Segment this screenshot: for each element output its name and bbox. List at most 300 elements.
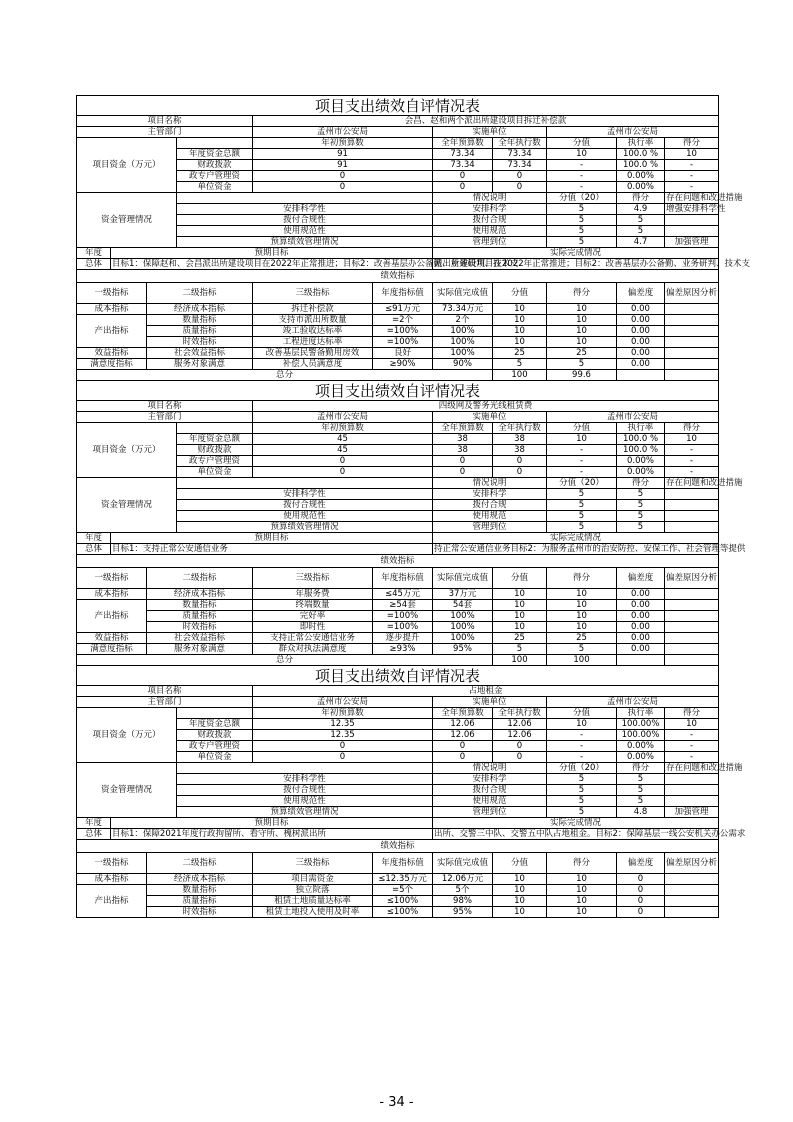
fund-value: 0.00% <box>617 741 665 752</box>
table-row <box>77 116 719 127</box>
mgmt-note <box>665 774 719 785</box>
table-cell <box>617 655 665 666</box>
perf-actual: 100% <box>433 337 493 348</box>
mgmt-got: 5 <box>617 785 665 796</box>
mgmt-desc: 拨付合规 <box>433 785 547 796</box>
table-cell <box>177 763 433 774</box>
table-cell <box>177 708 253 719</box>
fund-label: 项目资金（万元） <box>77 423 177 478</box>
fund-value: 12.06 <box>493 719 547 730</box>
perf-l1: 成本指标 <box>77 589 147 600</box>
evaluation-table-3 <box>76 666 746 918</box>
fund-value: 100.0 % <box>617 149 665 160</box>
perf-actual: 5个 <box>433 885 493 896</box>
perf-got: 10 <box>547 885 617 896</box>
fund-value: - <box>547 741 617 752</box>
fund-value: 12.06 <box>433 730 493 741</box>
perf-header: 偏差度 <box>617 283 665 304</box>
perf-dev: 0 <box>617 896 665 907</box>
perf-score: 10 <box>493 622 547 633</box>
perf-target: ≤100% <box>373 907 433 918</box>
perf-l2: 时效指标 <box>147 907 253 918</box>
goal-actual-label: 实际完成情况 <box>433 248 719 259</box>
perf-dev: 0.00 <box>617 348 665 359</box>
perf-header: 偏差原因分析 <box>665 568 719 589</box>
table-row <box>77 708 719 719</box>
fund-value: 45 <box>253 434 433 445</box>
perf-actual: 100% <box>433 611 493 622</box>
table-row <box>77 853 719 874</box>
mgmt-note <box>665 215 719 226</box>
perf-l3: 拆迁补偿款 <box>253 304 373 315</box>
fund-value: - <box>547 467 617 478</box>
impl-label: 实施单位 <box>433 127 547 138</box>
fund-row-label: 财政拨款 <box>177 160 253 171</box>
perf-score: 10 <box>493 315 547 326</box>
perf-l3: 竣工验收达标率 <box>253 326 373 337</box>
goal-label-overall: 总体 <box>77 259 111 270</box>
fund-value: 100.00% <box>617 730 665 741</box>
perf-l3: 改善基层民警备勤用房效 <box>253 348 373 359</box>
mgmt-header: 得分 <box>617 763 665 774</box>
perf-got: 10 <box>547 611 617 622</box>
table-row <box>77 381 719 401</box>
table-cell <box>617 370 665 381</box>
mgmt-desc: 安排科学 <box>433 489 547 500</box>
table-row <box>77 412 719 423</box>
fund-value: 45 <box>253 445 433 456</box>
perf-got: 10 <box>547 337 617 348</box>
perf-score: 10 <box>493 589 547 600</box>
table-row <box>77 337 719 348</box>
impl-value: 孟州市公安局 <box>547 127 719 138</box>
perf-l3: 租赁土地质量达标率 <box>253 896 373 907</box>
perf-l2: 数量指标 <box>147 315 253 326</box>
perf-score: 5 <box>493 644 547 655</box>
mgmt-score: 5 <box>547 489 617 500</box>
table-cell <box>665 589 719 600</box>
goal-expected-label: 预期目标 <box>111 533 433 544</box>
perf-l2: 服务对象满意 <box>147 359 253 370</box>
perf-l3: 完好率 <box>253 611 373 622</box>
mgmt-got: 4.7 <box>617 237 665 248</box>
mgmt-got: 5 <box>617 774 665 785</box>
table-row <box>77 818 719 829</box>
dept-value: 孟州市公安局 <box>253 697 433 708</box>
fund-header: 年初预算数 <box>253 138 433 149</box>
fund-value: 0.00% <box>617 171 665 182</box>
perf-dev: 0.00 <box>617 326 665 337</box>
perf-l1: 成本指标 <box>77 874 147 885</box>
mgmt-got: 5 <box>617 511 665 522</box>
mgmt-got: 5 <box>617 215 665 226</box>
perf-header: 分值 <box>493 853 547 874</box>
fund-value: - <box>547 445 617 456</box>
perf-got: 10 <box>547 589 617 600</box>
perf-got: 25 <box>547 633 617 644</box>
perf-header: 实际值完成值 <box>433 853 493 874</box>
table-row <box>77 633 719 644</box>
table-row <box>77 270 719 283</box>
fund-header: 分值 <box>547 708 617 719</box>
fund-value: 100.0 % <box>617 434 665 445</box>
fund-value: 12.35 <box>253 719 433 730</box>
perf-header: 二级指标 <box>147 853 253 874</box>
table-cell <box>665 315 719 326</box>
perf-header: 得分 <box>547 853 617 874</box>
fund-value: 0 <box>253 752 433 763</box>
fund-value: 10 <box>665 434 719 445</box>
fund-value: 0 <box>433 741 493 752</box>
fund-row-label: 年度资金总额 <box>177 719 253 730</box>
fund-value: 10 <box>665 719 719 730</box>
perf-header: 年度指标值 <box>373 853 433 874</box>
fund-value: 100.0 % <box>617 160 665 171</box>
fund-value: 10 <box>547 149 617 160</box>
table-row <box>77 544 719 555</box>
fund-row-label: 年度资金总额 <box>177 434 253 445</box>
perf-target: =2个 <box>373 315 433 326</box>
perf-header: 二级指标 <box>147 283 253 304</box>
fund-value: 73.34 <box>493 160 547 171</box>
fund-value: 0 <box>433 182 493 193</box>
mgmt-score: 5 <box>547 500 617 511</box>
mgmt-score: 5 <box>547 785 617 796</box>
table-row <box>77 348 719 359</box>
fund-value: 38 <box>493 434 547 445</box>
mgmt-score: 5 <box>547 204 617 215</box>
fund-value: 0 <box>433 456 493 467</box>
fund-value: - <box>665 752 719 763</box>
fund-label: 项目资金（万元） <box>77 138 177 193</box>
total-score: 100 <box>493 655 547 666</box>
perf-target: =100% <box>373 326 433 337</box>
document-sheet <box>76 95 751 918</box>
impl-label: 实施单位 <box>433 697 547 708</box>
perf-l3: 支持正常公安通信业务 <box>253 633 373 644</box>
mgmt-row-label: 拨付合规性 <box>177 785 433 796</box>
perf-dev: 0.00 <box>617 589 665 600</box>
table-title: 项目支出绩效自评情况表 <box>77 666 719 686</box>
fund-row-label: 单位资金 <box>177 182 253 193</box>
table-title: 项目支出绩效自评情况表 <box>77 381 719 401</box>
fund-header: 执行率 <box>617 423 665 434</box>
fund-value: 0 <box>253 456 433 467</box>
perf-header: 一级指标 <box>77 853 147 874</box>
mgmt-desc: 拨付合规 <box>433 215 547 226</box>
perf-dev: 0.00 <box>617 622 665 633</box>
mgmt-label: 资金管理情况 <box>77 478 177 533</box>
fund-value: - <box>665 467 719 478</box>
perf-header: 二级指标 <box>147 568 253 589</box>
mgmt-header: 情况说明 <box>433 478 547 489</box>
table-cell <box>177 478 433 489</box>
perf-l1: 效益指标 <box>77 633 147 644</box>
fund-value: 0 <box>493 752 547 763</box>
mgmt-header: 分值（20） <box>547 193 617 204</box>
mgmt-desc: 管理到位 <box>433 522 547 533</box>
perf-target: ≥93% <box>373 644 433 655</box>
mgmt-row-label: 使用规范性 <box>177 511 433 522</box>
table-row <box>77 423 719 434</box>
perf-dev: 0.00 <box>617 644 665 655</box>
mgmt-score: 5 <box>547 522 617 533</box>
fund-header: 分值 <box>547 138 617 149</box>
perf-l2: 时效指标 <box>147 337 253 348</box>
perf-dev: 0.00 <box>617 315 665 326</box>
mgmt-note <box>665 796 719 807</box>
fund-row-label: 财政拨款 <box>177 730 253 741</box>
perf-target: =5个 <box>373 885 433 896</box>
perf-actual: 100% <box>433 622 493 633</box>
perf-header: 三级指标 <box>253 568 373 589</box>
fund-value: 0 <box>493 182 547 193</box>
mgmt-desc: 管理到位 <box>433 237 547 248</box>
perf-actual: 2个 <box>433 315 493 326</box>
goal-actual-label: 实际完成情况 <box>433 818 719 829</box>
table-row <box>77 326 719 337</box>
perf-header: 一级指标 <box>77 568 147 589</box>
perf-l1: 产出指标 <box>77 600 147 633</box>
mgmt-score: 5 <box>547 237 617 248</box>
goal-label-overall: 总体 <box>77 544 111 555</box>
perf-got: 5 <box>547 359 617 370</box>
perf-target: 良好 <box>373 348 433 359</box>
perf-header: 分值 <box>493 283 547 304</box>
perf-l3: 终端数量 <box>253 600 373 611</box>
table-row <box>77 315 719 326</box>
perf-target: ≥54套 <box>373 600 433 611</box>
perf-l2: 服务对象满意 <box>147 644 253 655</box>
perf-dev: 0.00 <box>617 633 665 644</box>
table-cell <box>665 304 719 315</box>
fund-value: 12.35 <box>253 730 433 741</box>
goal-label-year: 年度 <box>77 248 111 259</box>
fund-value: 73.34 <box>433 149 493 160</box>
table-row <box>77 127 719 138</box>
fund-value: 73.34 <box>433 160 493 171</box>
mgmt-label: 资金管理情况 <box>77 193 177 248</box>
mgmt-header: 分值（20） <box>547 763 617 774</box>
mgmt-desc: 管理到位 <box>433 807 547 818</box>
perf-score: 10 <box>493 337 547 348</box>
perf-score: 25 <box>493 348 547 359</box>
perf-got: 10 <box>547 304 617 315</box>
fund-value: 0 <box>433 752 493 763</box>
table-cell <box>665 644 719 655</box>
perf-header: 偏差度 <box>617 568 665 589</box>
fund-value: - <box>665 741 719 752</box>
total-label: 总分 <box>77 655 493 666</box>
project-name: 占地租金 <box>253 686 719 697</box>
table-cell <box>665 633 719 644</box>
perf-target: ≤12.35万元 <box>373 874 433 885</box>
evaluation-table-2 <box>76 381 746 666</box>
table-row <box>77 193 719 204</box>
mgmt-header: 情况说明 <box>433 193 547 204</box>
evaluation-table-1 <box>76 95 751 381</box>
fund-value: 0 <box>493 456 547 467</box>
fund-value: 100.0 % <box>617 445 665 456</box>
mgmt-got: 5 <box>617 489 665 500</box>
fund-value: 0.00% <box>617 456 665 467</box>
project-name: 会昌、赵和两个派出所建设项目拆迁补偿款 <box>253 116 719 127</box>
dept-value: 孟州市公安局 <box>253 412 433 423</box>
perf-target: ≤100% <box>373 896 433 907</box>
fund-value: - <box>665 445 719 456</box>
mgmt-header: 存在问题和改进措施 <box>666 193 743 203</box>
perf-target: =100% <box>373 622 433 633</box>
fund-header: 全年执行数 <box>493 708 547 719</box>
perf-l2: 社会效益指标 <box>147 633 253 644</box>
table-row <box>77 259 719 270</box>
perf-l2: 经济成本指标 <box>147 589 253 600</box>
mgmt-note <box>665 522 719 533</box>
perf-dev: 0.00 <box>617 304 665 315</box>
fund-value: 0 <box>253 182 433 193</box>
fund-value: 0.00% <box>617 467 665 478</box>
perf-got: 10 <box>547 315 617 326</box>
mgmt-note: 增强安排科学性 <box>666 204 726 214</box>
perf-target: ≤91万元 <box>373 304 433 315</box>
perf-actual: 98% <box>433 896 493 907</box>
perf-l2: 经济成本指标 <box>147 874 253 885</box>
perf-dev: 0.00 <box>617 600 665 611</box>
perf-l2: 质量指标 <box>147 896 253 907</box>
perf-l2: 数量指标 <box>147 885 253 896</box>
table-cell <box>665 600 719 611</box>
perf-actual: 54套 <box>433 600 493 611</box>
perf-actual: 95% <box>433 907 493 918</box>
table-cell <box>177 193 433 204</box>
fund-value: 38 <box>493 445 547 456</box>
mgmt-row-label: 安排科学性 <box>177 489 433 500</box>
goal-expected: 目标1：保障2021年度行政拘留所、看守所、槐树派出所 <box>111 829 433 840</box>
table-cell <box>665 348 719 359</box>
total-got: 99.6 <box>547 370 617 381</box>
fund-value: 10 <box>665 149 719 160</box>
fund-value: 38 <box>433 445 493 456</box>
fund-value: - <box>547 182 617 193</box>
perf-score: 5 <box>493 359 547 370</box>
perf-header: 偏差度 <box>617 853 665 874</box>
table-row <box>77 840 719 853</box>
mgmt-desc: 使用规范 <box>433 226 547 237</box>
perf-dev: 0 <box>617 885 665 896</box>
perf-l2: 社会效益指标 <box>147 348 253 359</box>
fund-value: 0 <box>433 467 493 478</box>
fund-header: 执行率 <box>617 708 665 719</box>
fund-value: - <box>547 730 617 741</box>
perf-actual: 95% <box>433 644 493 655</box>
mgmt-desc: 安排科学 <box>433 204 547 215</box>
fund-value: 12.06 <box>433 719 493 730</box>
mgmt-header: 得分 <box>617 193 665 204</box>
fund-value: 91 <box>253 149 433 160</box>
mgmt-row-label: 预算绩效管理情况 <box>177 807 433 818</box>
perf-header: 一级指标 <box>77 283 147 304</box>
goal-expected: 目标1：保障赵和、会昌派出所建设项目在2022年正常推进；目标2：改善基层办公备勤、业务研判、技术支 <box>112 259 519 269</box>
table-row <box>77 622 719 633</box>
mgmt-label: 资金管理情况 <box>77 763 177 818</box>
project-name-label: 项目名称 <box>77 401 253 412</box>
perf-l2: 时效指标 <box>147 622 253 633</box>
mgmt-note <box>665 785 719 796</box>
dept-label: 主管部门 <box>77 127 253 138</box>
goal-actual: 持正常公安通信业务目标2：为服务孟州市的治安防控、安保工作、社会管理等提供 <box>434 544 746 554</box>
perf-actual: 100% <box>433 348 493 359</box>
fund-value: - <box>665 171 719 182</box>
perf-header: 年度指标值 <box>373 283 433 304</box>
fund-value: 38 <box>433 434 493 445</box>
fund-header: 年初预算数 <box>253 423 433 434</box>
table-row <box>77 96 719 116</box>
mgmt-note <box>665 226 719 237</box>
perf-header: 分值 <box>493 568 547 589</box>
perf-l3: 租赁土地投入使用及时率 <box>253 907 373 918</box>
table-row <box>77 138 719 149</box>
perf-got: 10 <box>547 326 617 337</box>
fund-value: 0 <box>493 171 547 182</box>
fund-value: - <box>547 160 617 171</box>
table-row <box>77 666 719 686</box>
fund-header: 年初预算数 <box>253 708 433 719</box>
perf-score: 10 <box>493 304 547 315</box>
table-cell <box>177 423 253 434</box>
perf-dev: 0 <box>617 907 665 918</box>
mgmt-note <box>665 511 719 522</box>
mgmt-got: 5 <box>617 500 665 511</box>
mgmt-desc: 使用规范 <box>433 511 547 522</box>
fund-header: 全年执行数 <box>493 423 547 434</box>
goal-expected: 目标1：支持正常公安通信业务 <box>111 544 433 555</box>
fund-row-label: 单位资金 <box>177 467 253 478</box>
table-cell <box>665 874 719 885</box>
mgmt-got: 5 <box>617 796 665 807</box>
dept-label: 主管部门 <box>77 697 253 708</box>
perf-l3: 群众对执法满意度 <box>253 644 373 655</box>
mgmt-header: 存在问题和改进措施 <box>666 478 743 488</box>
table-row <box>77 600 719 611</box>
mgmt-got: 4.8 <box>617 807 665 818</box>
mgmt-header: 得分 <box>617 478 665 489</box>
perf-header: 实际值完成值 <box>433 568 493 589</box>
goal-label-overall: 总体 <box>77 829 111 840</box>
perf-target: ≥90% <box>373 359 433 370</box>
table-cell <box>665 611 719 622</box>
perf-l1: 效益指标 <box>77 348 147 359</box>
perf-dev: 0.00 <box>617 337 665 348</box>
perf-actual: 90% <box>433 359 493 370</box>
perf-dev: 0.00 <box>617 359 665 370</box>
perf-header: 偏差原因分析 <box>665 853 719 874</box>
fund-row-label: 政专户管理资 <box>177 171 253 182</box>
dept-value: 孟州市公安局 <box>253 127 433 138</box>
mgmt-note <box>665 500 719 511</box>
perf-l3: 项目需资金 <box>253 874 373 885</box>
fund-value: 91 <box>253 160 433 171</box>
perf-score: 10 <box>493 326 547 337</box>
table-row <box>77 896 719 907</box>
perf-actual: 100% <box>433 633 493 644</box>
perf-actual: 100% <box>433 326 493 337</box>
mgmt-row-label: 拨付合规性 <box>177 215 433 226</box>
mgmt-row-label: 预算绩效管理情况 <box>177 522 433 533</box>
fund-header: 全年执行数 <box>493 138 547 149</box>
perf-score: 10 <box>493 885 547 896</box>
table-row <box>77 829 719 840</box>
table-row <box>77 568 719 589</box>
